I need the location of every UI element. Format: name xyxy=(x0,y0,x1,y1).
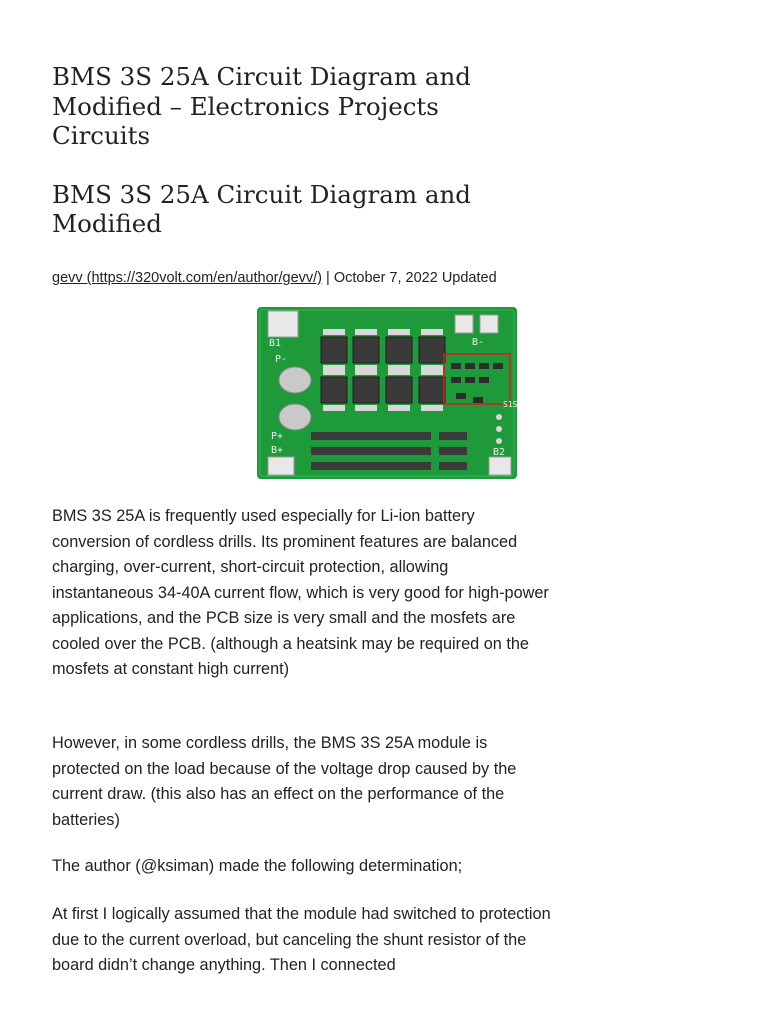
label-p-minus: P- xyxy=(275,354,288,365)
paragraph-4: At first I logically assumed that the module had switched to protection due to the current overload, but canceling the shunt resistor of the board didn’t change anything. Then I connected xyxy=(52,905,551,974)
paragraph-3: The author (@ksiman) made the following determination; xyxy=(52,857,463,875)
byline xyxy=(52,268,572,288)
label-b2: B2 xyxy=(493,447,506,458)
pcb-photo xyxy=(241,297,527,487)
label-b1: B1 xyxy=(269,338,282,349)
pcb-illustration xyxy=(241,297,527,487)
page-title: BMS 3S 25A Circuit Diagram and Modified – Electronics Projects Circuits xyxy=(52,62,471,150)
label-p-plus: P+ xyxy=(271,431,284,442)
label-b-minus: B- xyxy=(472,337,485,348)
paragraph-1: BMS 3S 25A is frequently used especially for Li-ion battery conversion of cordless drills. Its prominent features are balanced charging, over-current, short-circuit protection, allowing instantaneous 34-40A current flow, which is very good for high-power applications, and the PCB size is very small and the mosfets are cooled over the PCB. (although a heatsink may be required on the mosfets at constant high current) xyxy=(52,507,549,678)
byline-date: | October 7, 2022 Updated xyxy=(322,270,497,286)
paragraph-2: However, in some cordless drills, the BMS 3S 25A module is protected on the load because of the voltage drop caused by the current draw. (this also has an effect on the performance of the batteries) xyxy=(52,734,517,829)
label-b-plus: B+ xyxy=(271,445,284,456)
author-link[interactable]: gevv (https://320volt.com/en/author/gevv/) xyxy=(52,270,322,286)
label-model: S1S xyxy=(503,400,518,409)
article-heading: BMS 3S 25A Circuit Diagram and Modified xyxy=(52,180,471,238)
